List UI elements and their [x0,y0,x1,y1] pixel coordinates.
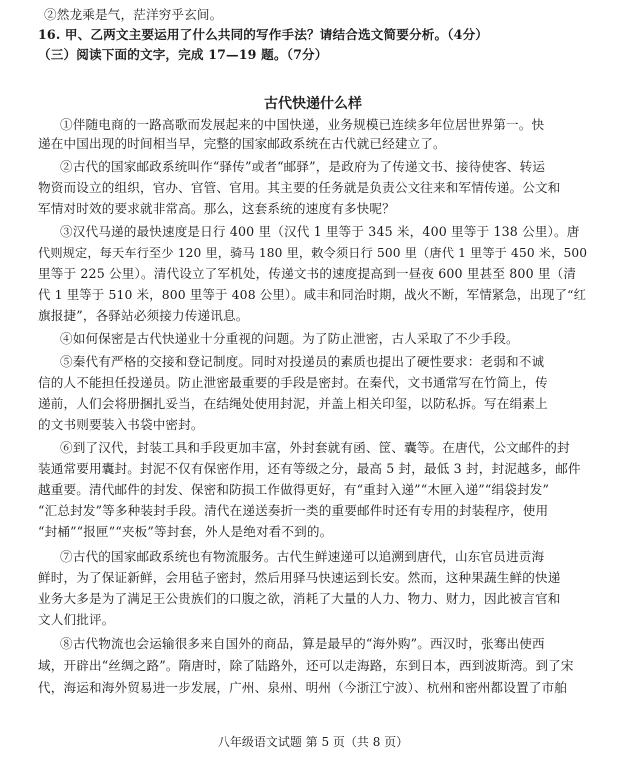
para-2-line-2: 物资而设立的组织，官办、官管、官用。其主要的任务就是负责公文往来和军情传递。公文和 [38,180,561,195]
para-1-line-1: ①伴随电商的一路高歌而发展起来的中国快递，业务规模已连续多年位居世界第一。快 [60,117,545,132]
para-6-line-3: 越重要。清代邮件的封发、保密和防损工作做得更好，有“重封入递”“木匣入递”“绢袋封发” [38,482,550,497]
para-5-line-1: ⑤秦代有严格的交接和登记制度。同时对投递员的素质也提出了硬性要求：老弱和不诚 [60,354,545,369]
para-3-line-3: 里等于 225 公里）。清代设立了军机处，传递文书的速度提高到一昼夜 600 里甚至 800 里（清 [38,266,577,281]
para-8-line-1: ⑧古代物流也会运输很多来自国外的商品，算是最早的“海外购”。西汉时，张骞出使西 [60,636,545,651]
para-6-line-4: “汇总封发”等多种装封手段。清代在递送奏折一类的重要邮件时还有专用的封装程序，使用 [38,503,549,518]
para-4-line-1: ④如何保密是古代快递业十分重视的问题。为了防止泄密，古人采取了不少手段。 [60,331,519,346]
para-1-line-2: 递在中国出现的时间相当早，完整的国家邮政系统在古代就已经建立了。 [38,136,446,151]
page-footer: 八年级语文试题 第 5 页（共 8 页） [217,735,409,749]
para-3-line-5: 旗报捷”，各驿站必须接力传递讯息。 [38,308,249,323]
para-7-line-4: 文人们批评。 [38,612,115,627]
para-7-line-3: 业务大多是为了满足王公贵族们的口腹之欲，消耗了大量的人力、物力、财力，因此被言官和 [38,591,561,606]
para-5-line-3: 递前，人们会将册捆扎妥当，在结绳处使用封泥，并盖上相关印玺，以防私拆。写在绢素上 [38,396,548,411]
para-6-line-1: ⑥到了汉代，封装工具和手段更加丰富，外封套就有函、筐、囊等。在唐代，公文邮件的封 [60,440,570,455]
section-heading: （三）阅读下面的文字，完成 17—19 题。（7分） [38,47,328,62]
article-title: 古代快递什么样 [264,96,362,112]
para-3-line-4: 代 1 里等于 510 米，800 里等于 408 公里）。咸丰和同治时期，战火不断，军情紧急，出现了“红 [38,287,587,302]
quote-line: ②然龙乘是气，茫洋穷乎玄间。 [44,7,223,22]
para-5-line-2: 信的人不能担任投递员。防止泄密最重要的手段是密封。在秦代，文书通常写在竹简上，传 [38,375,548,390]
para-7-line-1: ⑦古代的国家邮政系统也有物流服务。古代生鲜速递可以追溯到唐代，山东官员进贡海 [60,549,545,564]
para-5-line-4: 的文书则要装入书袋中密封。 [38,417,204,432]
para-2-line-3: 军情对时效的要求就非常高。那么，这套系统的速度有多快呢？ [38,201,395,216]
para-6-line-5: “封桶”“报匣”“夹板”等封套，外人是绝对看不到的。 [38,524,333,539]
para-8-line-2: 域，开辟出“丝绸之路”。隋唐时，除了陆路外，还可以走海路，东到日本，西到波斯湾。到了宋 [38,658,574,673]
para-6-line-2: 装通常要用囊封。封泥不仅有保密作用，还有等级之分，最高 5 封，最低 3 封，封泥越多，邮件 [38,461,581,476]
question-16: 16. 甲、乙两文主要运用了什么共同的写作手法？请结合选文简要分析。（4分） [38,27,489,42]
para-8-line-3: 代，海运和海外贸易进一步发展，广州、泉州、明州（今浙江宁波）、杭州和密州都设置了市舶 [38,680,567,695]
para-3-line-1: ③汉代马递的最快速度是日行 400 里（汉代 1 里等于 345 米，400 里等于 138 公里）。唐 [60,224,580,239]
para-7-line-2: 鲜时，为了保证新鲜，会用毡子密封，然后用驿马快速运到长安。然而，这种果蔬生鲜的快递 [38,570,561,585]
para-2-line-1: ②古代的国家邮政系统叫作“驿传”或者“邮驿”，是政府为了传递文书、接待使客、转运 [60,159,546,174]
para-3-line-2: 代则规定，每天车行至少 120 里，骑马 180 里，敕令须日行 500 里（唐代 1 里等于 450 米，500 [38,246,588,260]
